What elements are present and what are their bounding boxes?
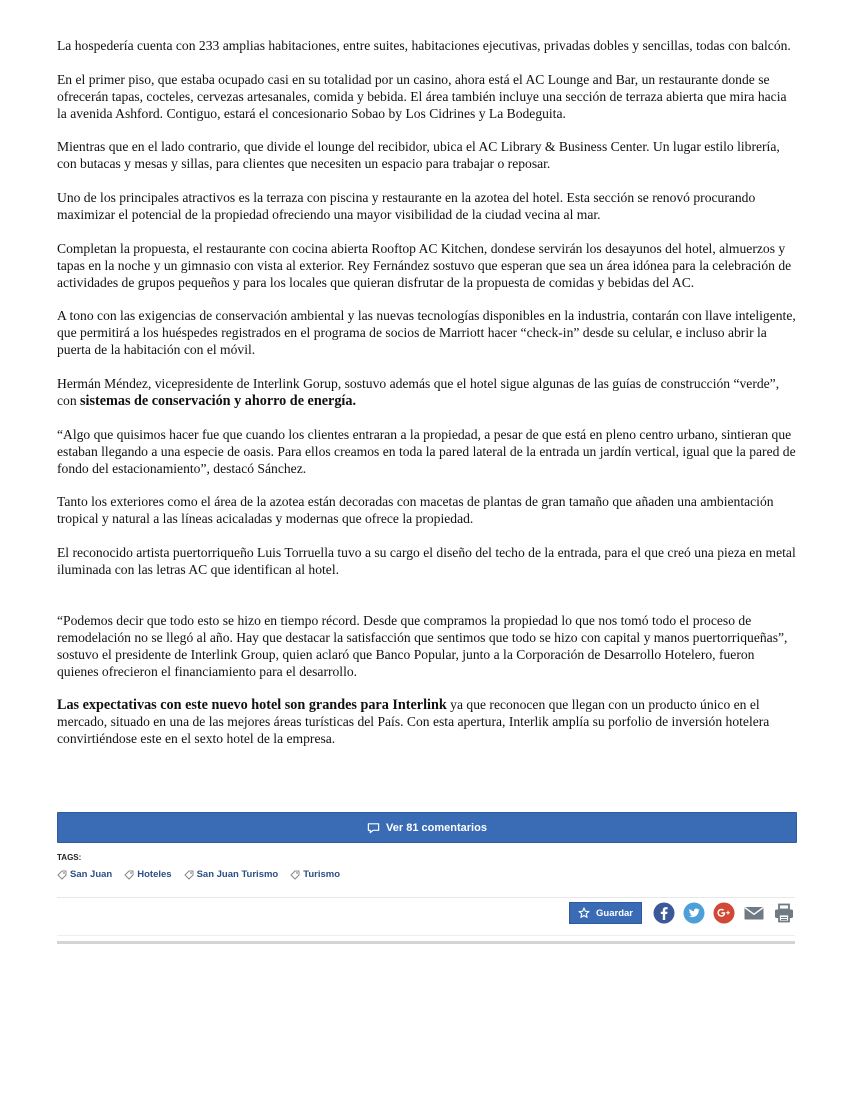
- facebook-icon[interactable]: [653, 902, 675, 924]
- tag-link[interactable]: [57, 869, 112, 880]
- tag-link[interactable]: [124, 869, 171, 880]
- paragraph-text: Hermán Méndez, vicepresidente de Interlink Gorup, sostuvo además que el hotel sigue algunas de las guías de construcción “verde”, con: [57, 376, 780, 408]
- paragraph: “Algo que quisimos hacer fue que cuando los clientes entraran a la propiedad, a pesar de que está en pleno centro urbano, sintieran que estaban llegando a una especie de oasis. Para ellos creamos en toda la pared lateral de la entrada un jardín vertical, igual que la pared de fondo del estacionamiento”, destacó Sánchez.: [57, 426, 796, 476]
- paragraph: El reconocido artista puertorriqueño Luis Torruella tuvo a su cargo el diseño del techo de la entrada, para el que creó una pieza en metal iluminada con las letras AC que identifican al hotel.: [57, 545, 796, 577]
- email-icon[interactable]: [743, 902, 765, 924]
- tag-link[interactable]: [290, 869, 340, 880]
- bold-phrase: Las expectativas con este nuevo hotel son grandes para Interlink: [57, 697, 447, 714]
- paragraph: [57, 697, 797, 748]
- paragraph: [57, 376, 797, 410]
- paragraph: “Podemos decir que todo esto se hizo en tiempo récord. Desde que compramos la propiedad lo que nos tomó todo el proceso de remodelación no se llegó al año. Hay que destacar la satisfacción que sentimos que todo se hizo con capital y manos puertorriqueñas”, sostuvo el presidente de Interlink Group, quien aclaró que Banco Popular, junto a la Corporación de Desarrollo Hotelero, fueron quienes ofrecieron el financiamiento para el desarrollo.: [57, 612, 788, 679]
- tag-label: Turismo: [303, 869, 341, 880]
- tag-icon: [124, 870, 134, 880]
- save-label: Guardar: [596, 907, 633, 919]
- divider: [57, 935, 795, 936]
- paragraph: A tono con las exigencias de conservación ambiental y las nuevas tecnologías disponibles en la industria, contarán con llave inteligente, que permitirá a los huéspedes registrados en el programa de socios de Marriott hacer “check-in” desde su celular, e incluso abrir la puerta de la habitación con el móvil.: [57, 308, 796, 358]
- star-icon: [578, 907, 590, 919]
- tag-icon: [184, 870, 194, 880]
- share-toolbar: [569, 902, 795, 924]
- footer-rule: [57, 941, 795, 944]
- paragraph: Tanto los exteriores como el área de la azotea están decoradas con macetas de plantas de gran tamaño que añaden una ambientación tropical y natural a las líneas acicaladas y modernas que ofrece la propiedad.: [57, 494, 774, 527]
- chat-bubble-icon: [367, 822, 380, 834]
- tag-link[interactable]: [184, 869, 279, 880]
- divider: [57, 897, 795, 898]
- paragraph: Mientras que en el lado contrario, que divide el lounge del recibidor, ubica el AC Library & Business Center. Un lugar estilo librería, con butacas y mesas y sillas, para clientes que necesiten un espacio para trabajar o reposar.: [57, 139, 780, 172]
- tag-icon: [290, 870, 300, 880]
- bold-phrase: sistemas de conservación y ahorro de energía.: [80, 392, 356, 409]
- tag-label: San Juan Turismo: [196, 869, 279, 880]
- paragraph: Uno de los principales atractivos es la terraza con piscina y restaurante en la azotea del hotel. Esta sección se renovó procurando maximizar el potencial de la propiedad ofreciendo una mayor visibilidad de la ciudad vecina al mar.: [57, 190, 756, 223]
- twitter-icon[interactable]: [683, 902, 705, 924]
- view-comments-label: Ver 81 comentarios: [386, 821, 487, 834]
- tags-label: TAGS:: [57, 853, 82, 862]
- print-icon[interactable]: [773, 902, 795, 924]
- paragraph-text: ya que reconocen que llegan con un producto único en el mercado, situado en una de las mejores áreas turísticas del País. Con esta apertura, Interlik amplía su porfolio de inversión hotelera convirtiéndose este en el sexto hotel de la empresa.: [57, 697, 770, 747]
- save-button[interactable]: [569, 902, 642, 924]
- google-plus-icon[interactable]: [713, 902, 735, 924]
- paragraph: Completan la propuesta, el restaurante con cocina abierta Rooftop AC Kitchen, dondese servirán los desayunos del hotel, almuerzos y tapas en la noche y un gimnasio con vista al exterior. Rey Fernández sostuvo que esperan que sea un área idónea para la celebración de actividades de grupos pequeños y para los locales que quieran disfrutar de la propuesta de comidas y bebidas del AC.: [57, 240, 792, 290]
- view-comments-button[interactable]: [57, 812, 797, 843]
- tag-label: San Juan: [70, 869, 113, 880]
- tag-icon: [57, 870, 67, 880]
- tag-label: Hoteles: [137, 869, 172, 880]
- paragraph: En el primer piso, que estaba ocupado casi en su totalidad por un casino, ahora está el AC Lounge and Bar, un restaurante donde se ofrecerán tapas, cocteles, cervezas artesanales, comida y bebida. El área también incluye una sección de terraza abierta que mira hacia la avenida Ashford. Contiguo, estará el concesionario Sobao by Los Cidrines y La Bodeguita.: [57, 71, 787, 121]
- tag-list: [57, 869, 340, 880]
- article-body: [57, 38, 797, 765]
- paragraph: La hospedería cuenta con 233 amplias habitaciones, entre suites, habitaciones ejecutivas, privadas dobles y sencillas, todas con balcón.: [57, 38, 791, 53]
